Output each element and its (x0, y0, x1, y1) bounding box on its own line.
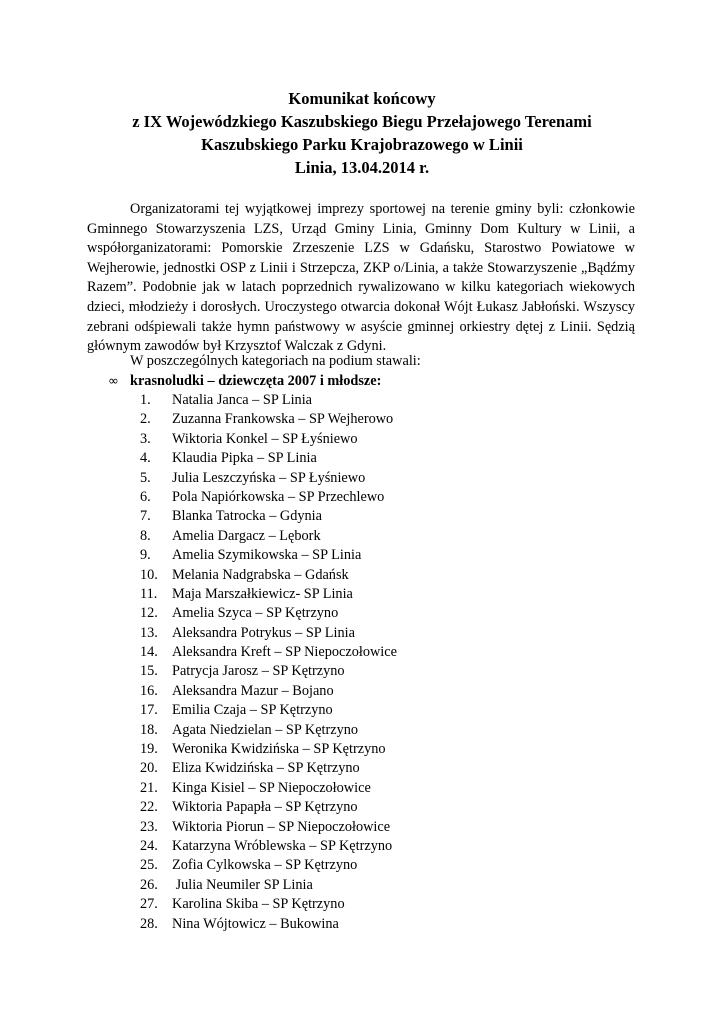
result-rank: 18. (140, 721, 158, 738)
list-item (140, 721, 397, 740)
result-rank: 19. (140, 741, 158, 758)
result-participant: Emilia Czaja – SP Kętrzyno (172, 702, 333, 719)
result-rank: 20. (140, 760, 158, 777)
result-rank: 3. (140, 430, 151, 447)
list-item (140, 759, 397, 778)
title-line-4: Linia, 13.04.2014 r. (294, 158, 430, 177)
result-participant: Zuzanna Frankowska – SP Wejherowo (172, 411, 394, 428)
list-item (140, 430, 397, 449)
result-rank: 11. (140, 585, 158, 602)
result-participant: Blanka Tatrocka – Gdynia (172, 508, 322, 525)
list-item (140, 818, 397, 837)
infinity-bullet-icon: ∞ (108, 374, 119, 389)
result-rank: 26. (140, 876, 158, 893)
result-rank: 7. (140, 508, 151, 525)
result-participant: Aleksandra Potrykus – SP Linia (172, 624, 355, 641)
result-participant: Kinga Kisiel – SP Niepoczołowice (172, 779, 371, 796)
result-participant: Natalia Janca – SP Linia (172, 392, 313, 408)
result-rank: 15. (140, 663, 158, 680)
result-rank: 8. (140, 527, 151, 544)
result-participant: Julia Neumiler SP Linia (172, 876, 313, 893)
result-participant: Wiktoria Papapła – SP Kętrzyno (172, 799, 358, 816)
result-participant: Nina Wójtowicz – Bukowina (172, 915, 339, 932)
result-participant: Karolina Skiba – SP Kętrzyno (172, 896, 345, 913)
result-rank: 12. (140, 605, 158, 622)
result-rank: 1. (140, 392, 151, 408)
list-item (140, 876, 397, 895)
list-item (140, 585, 397, 604)
list-item (140, 643, 397, 662)
list-item (140, 915, 397, 934)
list-item (140, 488, 397, 507)
result-rank: 2. (140, 411, 151, 428)
result-participant: Pola Napiórkowska – SP Przechlewo (172, 488, 385, 505)
result-participant: Weronika Kwidzińska – SP Kętrzyno (172, 741, 386, 758)
podium-lead-text: W poszczególnych kategoriach na podium stawali: (130, 353, 421, 369)
result-rank: 28. (140, 915, 158, 932)
title-line-2: z IX Wojewódzkiego Kaszubskiego Biegu Przełajowego Terenami (132, 112, 592, 131)
category-label: krasnoludki – dziewczęta 2007 i młodsze: (130, 373, 382, 389)
list-item (140, 798, 397, 817)
title-line-3: Kaszubskiego Parku Krajobrazowego w Linii (201, 135, 523, 154)
result-rank: 25. (140, 857, 158, 874)
list-item (140, 507, 397, 526)
result-participant: Amelia Dargacz – Lębork (172, 527, 321, 544)
result-participant: Melania Nadgrabska – Gdańsk (172, 566, 349, 583)
result-rank: 17. (140, 702, 158, 719)
result-participant: Amelia Szymikowska – SP Linia (172, 547, 362, 564)
list-item (140, 856, 397, 875)
title-line-1: Komunikat końcowy (288, 89, 436, 108)
result-participant: Maja Marszałkiewicz- SP Linia (172, 585, 353, 602)
list-item (140, 449, 397, 468)
result-participant: Agata Niedzielan – SP Kętrzyno (172, 721, 359, 738)
result-participant: Wiktoria Piorun – SP Niepoczołowice (172, 818, 391, 835)
result-rank: 27. (140, 896, 158, 913)
result-participant: Klaudia Pipka – SP Linia (172, 450, 317, 467)
result-participant: Amelia Szyca – SP Kętrzyno (172, 605, 339, 622)
result-rank: 13. (140, 624, 158, 641)
list-item (140, 895, 397, 914)
result-participant: Aleksandra Mazur – Bojano (172, 682, 334, 699)
list-item (140, 469, 397, 488)
result-participant: Zofia Cylkowska – SP Kętrzyno (172, 857, 358, 874)
result-participant: Eliza Kwidzińska – SP Kętrzyno (172, 760, 360, 777)
result-rank: 6. (140, 488, 151, 505)
category-heading (108, 372, 381, 392)
list-item (140, 527, 397, 546)
results-list (140, 391, 397, 934)
result-rank: 21. (140, 779, 158, 796)
list-item (140, 779, 397, 798)
result-rank: 4. (140, 450, 151, 467)
list-item (140, 662, 397, 681)
result-participant: Wiktoria Konkel – SP Łyśniewo (172, 430, 358, 447)
result-rank: 9. (140, 547, 151, 564)
result-participant: Julia Leszczyńska – SP Łyśniewo (172, 469, 366, 486)
result-participant: Katarzyna Wróblewska – SP Kętrzyno (172, 837, 393, 854)
list-item (140, 391, 397, 410)
result-participant: Patrycja Jarosz – SP Kętrzyno (172, 663, 345, 680)
list-item (140, 410, 397, 429)
result-rank: 22. (140, 799, 158, 816)
result-rank: 16. (140, 682, 158, 699)
list-item (140, 682, 397, 701)
list-item (140, 837, 397, 856)
result-participant: Aleksandra Kreft – SP Niepoczołowice (172, 644, 397, 661)
result-rank: 23. (140, 818, 158, 835)
document-title (0, 87, 724, 179)
list-item (140, 740, 397, 759)
list-item (140, 566, 397, 585)
result-rank: 24. (140, 837, 158, 854)
intro-paragraph: Organizatorami tej wyjątkowej imprezy sportowej na terenie gminy byli: członkowie Gminnego Stowarzyszenia LZS, Urząd Gminy Linia, Gminny Dom Kultury w Linii, a współorganizatorami: Pomorskie Zrzeszenie LZS w Gdańsku, Starostwo Powiatowe w Wejherowie, jednostki OSP z Linii i Strzepcza, ZKP o/Linia, a także Stowarzyszenie „Bądźmy Razem”. Podobnie jak w latach poprzednich rywalizowano w kilku kategoriach wiekowych dzieci, młodzieży i dorosłych. Uroczystego otwarcia dokonał Wójt Łukasz Jabłoński. Wszyscy zebrani odśpiewali także hymn państwowy w asyście gminnej orkiestry dętej z Linii. Sędzią głównym zawodów był Krzysztof Walczak z Gdyni. (87, 201, 635, 355)
list-item (140, 546, 397, 565)
list-item (140, 624, 397, 643)
result-rank: 14. (140, 644, 158, 661)
result-rank: 10. (140, 566, 158, 583)
list-item (140, 701, 397, 720)
result-rank: 5. (140, 469, 151, 486)
list-item (140, 604, 397, 623)
